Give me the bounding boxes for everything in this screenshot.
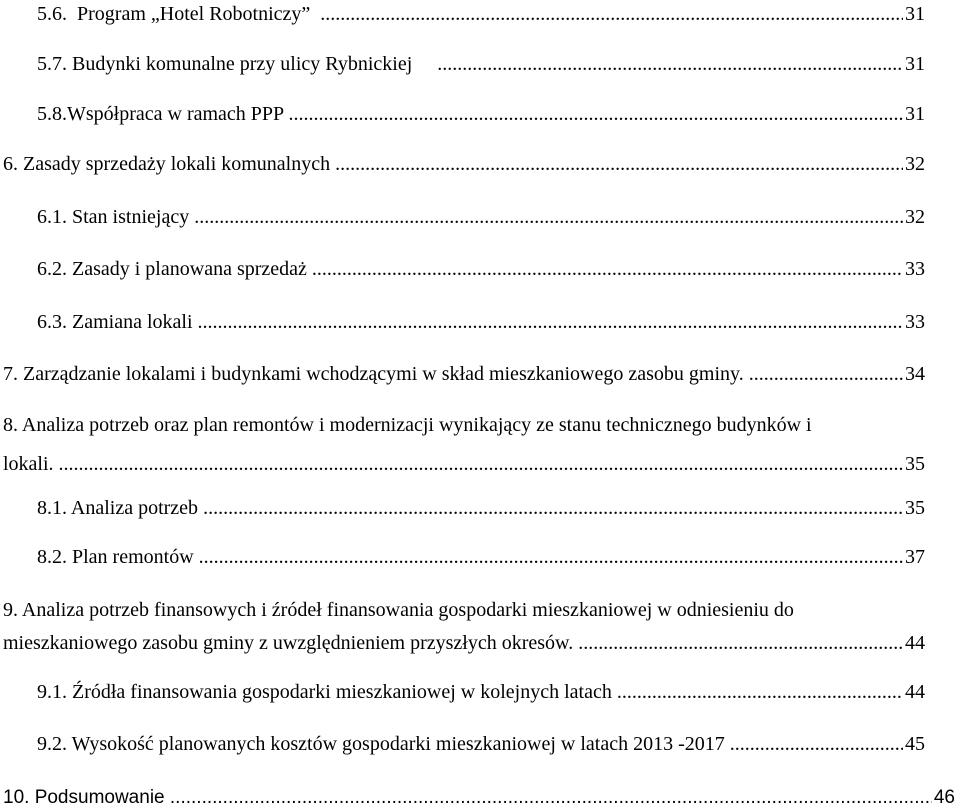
toc-entry-label: 5.8.Współpraca w ramach PPP (37, 103, 289, 125)
dot-leader (437, 52, 903, 76)
toc-page-number: 44 (905, 681, 925, 703)
dot-leader (198, 310, 903, 334)
toc-entry[interactable] (37, 2, 925, 26)
dot-leader (312, 257, 903, 281)
dot-leader (335, 152, 903, 176)
toc-page-number: 44 (905, 632, 925, 654)
toc-entry[interactable] (37, 102, 925, 126)
toc-entry[interactable] (3, 786, 955, 810)
toc-entry-label: 5.7. Budynki komunalne przy ulicy Rybnickiej (37, 53, 438, 75)
dot-leader (199, 545, 903, 569)
toc-entry[interactable] (3, 413, 925, 476)
toc-page-number: 35 (905, 497, 925, 519)
toc-page-number: 33 (905, 258, 925, 280)
toc-entry-label: 6.3. Zamiana lokali (37, 311, 198, 333)
toc-entry-label: 6.1. Stan istniejący (37, 206, 195, 228)
toc-entry[interactable] (37, 496, 925, 520)
toc-entry[interactable] (37, 680, 925, 704)
toc-page-number: 45 (905, 733, 925, 755)
toc-page-number: 31 (905, 103, 925, 125)
dot-leader (730, 732, 903, 756)
toc-page-number: 32 (905, 153, 925, 175)
toc-page-number: 46 (933, 787, 955, 808)
toc-entry-label: 8.1. Analiza potrzeb (37, 497, 204, 519)
dot-leader (578, 631, 903, 655)
toc-page-number: 31 (905, 53, 925, 75)
toc-page-number: 31 (905, 3, 925, 25)
toc-entry[interactable] (37, 310, 925, 334)
toc-entry-label: 7. Zarządzanie lokalami i budynkami wchodzącymi w skład mieszkaniowego zasobu gminy. (3, 363, 749, 385)
toc-entry-label: 5.6. Program „Hotel Robotniczy” (37, 3, 321, 25)
dot-leader (288, 102, 903, 126)
dot-leader (170, 786, 932, 810)
toc-entry[interactable] (37, 732, 925, 756)
toc-entry-label: 10. Podsumowanie (3, 787, 170, 808)
toc-entry[interactable] (3, 598, 925, 655)
dot-leader (203, 496, 903, 520)
toc-entry-label: 6. Zasady sprzedaży lokali komunalnych (3, 153, 336, 175)
toc-entry[interactable] (3, 362, 925, 386)
toc-entry[interactable] (37, 545, 925, 569)
toc-page-number: 34 (905, 363, 925, 385)
toc-page-number: 35 (905, 453, 925, 475)
toc-entry-title-line: 8. Analiza potrzeb oraz plan remontów i modernizacji wynikający ze stanu technicznego budynków i (3, 414, 812, 436)
toc-page-number: 33 (905, 311, 925, 333)
toc-entry-label: lokali. (3, 453, 59, 475)
toc-entry[interactable] (37, 257, 925, 281)
toc-page-number: 37 (905, 546, 925, 568)
toc-entry-label: 9.1. Źródła finansowania gospodarki mieszkaniowej w kolejnych latach (37, 681, 617, 703)
dot-leader (749, 362, 903, 386)
toc-entry[interactable] (37, 52, 925, 76)
toc-entry-title-line: 9. Analiza potrzeb finansowych i źródeł finansowania gospodarki mieszkaniowej w odniesieniu do (3, 599, 794, 621)
toc-entry[interactable] (3, 152, 925, 176)
dot-leader (59, 452, 903, 476)
toc-entry-label: 8.2. Plan remontów (37, 546, 199, 568)
toc-entry-label: mieszkaniowego zasobu gminy z uwzględnieniem przyszłych okresów. (3, 632, 579, 654)
toc-entry-label: 6.2. Zasady i planowana sprzedaż (37, 258, 312, 280)
dot-leader (194, 205, 903, 229)
dot-leader (617, 680, 903, 704)
toc-entry-label: 9.2. Wysokość planowanych kosztów gospodarki mieszkaniowej w latach 2013 -2017 (37, 733, 730, 755)
dot-leader (320, 2, 903, 26)
toc-page-number: 32 (905, 206, 925, 228)
toc-entry[interactable] (37, 205, 925, 229)
